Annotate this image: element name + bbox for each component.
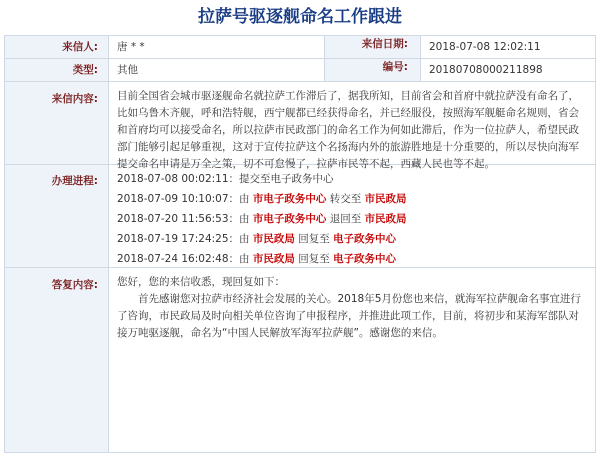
date-value: 2018-07-08 12:02:11 — [429, 41, 541, 53]
sender-label: 来信人: — [5, 36, 109, 58]
reply-body: 首先感谢您对拉萨市经济社会发展的关心。2018年5月份您也来信，就海军拉萨舰命名事宜进行了咨询，市民政局及时向相关单位咨询了申报程序，并推进此项工作，目前，将初步和某海军部队对接万吨驱逐舰，命名为“中国人民解放军海军拉萨舰”。感谢您的来信。 — [117, 293, 581, 339]
reply-content — [109, 268, 595, 452]
process-action: 退回至 — [329, 213, 362, 225]
content-row — [5, 82, 595, 170]
date-label: 来信日期: — [325, 36, 421, 58]
process-time: 2018-07-08 00:02:11 — [117, 173, 229, 185]
process-pre: ：由 — [228, 233, 250, 245]
type-value: 其他 — [109, 59, 325, 81]
process-action: 回复至 — [298, 253, 330, 265]
process-text: ：提交至电子政务中心 — [228, 173, 334, 185]
process-pre: ：由 — [228, 193, 250, 205]
process-pre: ：由 — [228, 213, 250, 225]
id-value: 20180708000211898 — [429, 64, 543, 76]
process-label: 办理进程: — [5, 165, 109, 267]
process-from-dept: 市电子政务中心 — [252, 213, 327, 225]
type-row — [5, 59, 595, 82]
process-time: 2018-07-20 11:56:53 — [117, 213, 229, 225]
content-label: 来信内容: — [5, 82, 109, 164]
process-list — [109, 165, 595, 267]
reply-label: 答复内容: — [5, 268, 109, 452]
process-to-dept: 市民政局 — [364, 213, 407, 225]
content-text: 目前全国省会城市驱逐舰命名就拉萨工作滞后了，据我所知，目前省会和首府中就拉萨没有命名了，比如乌鲁木齐舰，呼和浩特舰，西宁舰都已经获得命名，并已经服役，按照海军舰艇命名规则，省会和首府均可以接受命名，所以拉萨市民政部门的命名工作为何如此滞后，作为一位拉萨人，希望民政部门能够引起足够重视，这对于宣传拉萨这个名扬海内外的旅游胜地是十分重要的，所以尽快向海军提交命名申请是万全之策，切不可怠慢了，拉萨市民等不起，西藏人民也等不起。 — [117, 90, 579, 170]
process-to-dept: 市民政局 — [364, 193, 407, 205]
sender-row — [5, 36, 595, 59]
process-row — [5, 165, 595, 268]
process-entry — [117, 229, 595, 249]
process-from-dept: 市民政局 — [252, 233, 295, 245]
process-time: 2018-07-24 16:02:48 — [117, 253, 229, 265]
id-label: 编号: — [325, 59, 421, 81]
reply-greeting: 您好，您的来信收悉，现回复如下： — [117, 276, 285, 288]
process-action: 回复至 — [298, 233, 330, 245]
process-to-dept: 电子政务中心 — [333, 233, 397, 245]
process-entry — [117, 249, 595, 269]
process-from-dept: 市电子政务中心 — [252, 193, 327, 205]
process-time: 2018-07-09 10:10:07 — [117, 193, 229, 205]
page-title: 拉萨号驱逐舰命名工作跟进 — [198, 7, 402, 27]
sender-value: 唐 * * — [109, 36, 325, 58]
process-entry — [117, 209, 595, 229]
reply-row — [5, 268, 595, 452]
process-time: 2018-07-19 17:24:25 — [117, 233, 229, 245]
letter-table — [4, 35, 596, 453]
process-pre: ：由 — [228, 253, 250, 265]
process-to-dept: 电子政务中心 — [333, 253, 397, 265]
process-action: 转交至 — [329, 193, 362, 205]
process-entry — [117, 189, 595, 209]
type-label: 类型: — [5, 59, 109, 81]
process-from-dept: 市民政局 — [252, 253, 295, 265]
process-entry — [117, 169, 595, 189]
